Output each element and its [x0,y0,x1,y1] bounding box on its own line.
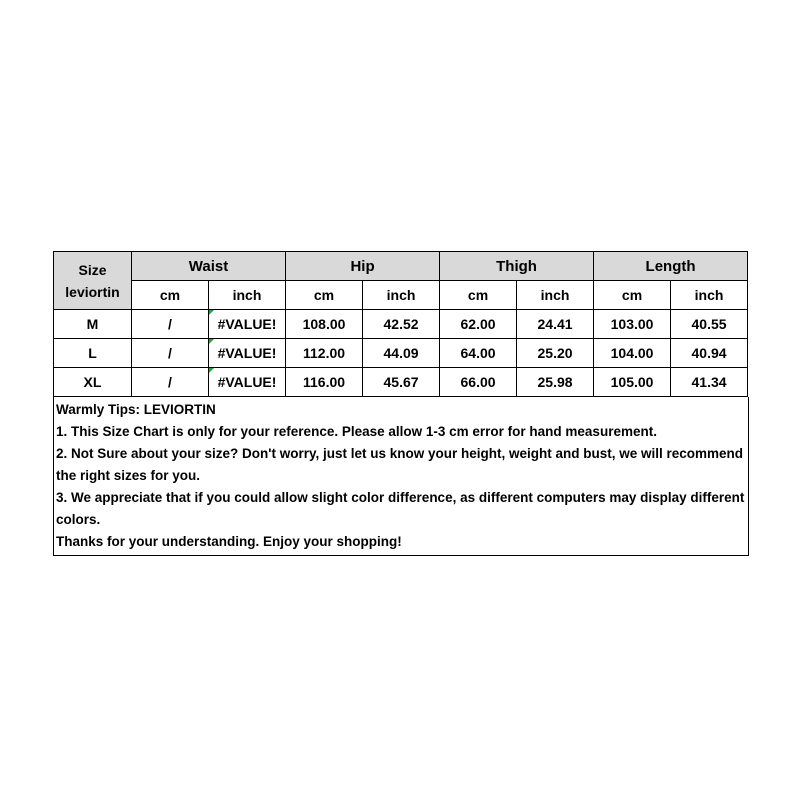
tips-panel [53,397,749,556]
data-cell-text: #VALUE! [217,316,277,332]
data-cell: 42.52 [363,310,440,339]
data-cell: 105.00 [594,368,671,397]
data-cell-text: #VALUE! [217,345,277,361]
size-table [53,251,748,397]
unit-header-cell: inch [671,281,748,310]
tips-line-1: 1. This Size Chart is only for your reference. Please allow 1-3 cm error for hand measurement. [56,424,657,439]
data-cell: 25.20 [517,339,594,368]
data-cell: / [132,368,209,397]
table-row [54,310,748,339]
unit-header-cell: inch [517,281,594,310]
data-cell-error [209,368,286,397]
size-chart [53,251,747,556]
data-cell-text: #VALUE! [217,374,277,390]
size-cell: XL [54,368,132,397]
tips-line-2: 2. Not Sure about your size? Don't worry, just let us know your height, weight and bust, we will recommend the right sizes for you. [56,446,744,483]
unit-header-cell: cm [440,281,517,310]
tips-line-3: 3. We appreciate that if you could allow slight color difference, as different computers may display different colors. [56,490,745,527]
size-header-label: Size [78,261,107,278]
data-cell: 41.34 [671,368,748,397]
size-cell: M [54,310,132,339]
unit-header-cell: cm [286,281,363,310]
data-cell: 40.94 [671,339,748,368]
data-cell: 104.00 [594,339,671,368]
unit-header-cell: inch [209,281,286,310]
error-marker-icon [209,310,214,315]
unit-header-row [54,281,748,310]
error-marker-icon [209,339,214,344]
group-header-thigh: Thigh [440,252,594,281]
data-cell: 112.00 [286,339,363,368]
group-header-length: Length [594,252,748,281]
tips-closing: Thanks for your understanding. Enjoy your shopping! [56,534,402,549]
data-cell: 64.00 [440,339,517,368]
data-cell: 25.98 [517,368,594,397]
data-cell: 45.67 [363,368,440,397]
unit-header-cell: cm [594,281,671,310]
data-cell: 40.55 [671,310,748,339]
data-cell: 116.00 [286,368,363,397]
size-header-brand: leviortin [65,283,120,300]
tips-heading: Warmly Tips: LEVIORTIN [56,402,216,417]
table-row [54,339,748,368]
data-cell: / [132,339,209,368]
size-cell: L [54,339,132,368]
unit-header-cell: cm [132,281,209,310]
data-cell: 24.41 [517,310,594,339]
data-cell: 103.00 [594,310,671,339]
group-header-hip: Hip [286,252,440,281]
group-header-row [54,252,748,281]
data-cell: 44.09 [363,339,440,368]
data-cell: 108.00 [286,310,363,339]
table-row [54,368,748,397]
unit-header-cell: inch [363,281,440,310]
data-cell-error [209,310,286,339]
size-header-cell [54,252,132,310]
data-cell: 62.00 [440,310,517,339]
group-header-waist: Waist [132,252,286,281]
error-marker-icon [209,368,214,373]
data-cell-error [209,339,286,368]
data-cell: / [132,310,209,339]
data-cell: 66.00 [440,368,517,397]
